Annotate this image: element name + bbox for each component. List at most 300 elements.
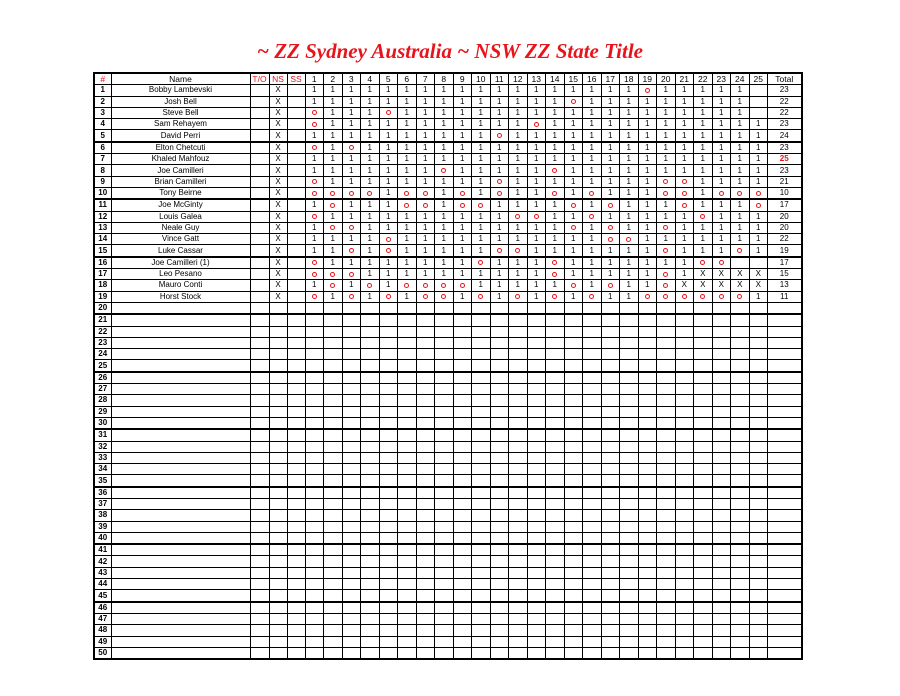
score-cell — [379, 349, 398, 360]
score-cell — [694, 590, 713, 602]
score-cell: 1 — [490, 96, 509, 107]
score-cell — [490, 567, 509, 578]
score-cell: 1 — [361, 107, 380, 118]
score-cell — [416, 647, 435, 659]
score-cell: 1 — [712, 211, 731, 222]
score-cell — [509, 349, 528, 360]
score-cell: 1 — [324, 154, 343, 165]
row-number: 30 — [94, 417, 111, 429]
score-cell — [694, 326, 713, 337]
score-cell: 1 — [564, 176, 583, 187]
score-cell — [712, 441, 731, 452]
score-cell: 1 — [416, 142, 435, 154]
miss-circle-icon — [534, 214, 539, 219]
score-cell — [657, 498, 676, 509]
total-cell — [768, 636, 802, 647]
score-cell — [305, 187, 324, 199]
score-cell: 1 — [601, 130, 620, 142]
score-cell — [490, 510, 509, 521]
score-cell: 1 — [361, 269, 380, 280]
score-cell: 1 — [398, 211, 417, 222]
score-cell — [472, 625, 491, 636]
to-cell — [250, 487, 269, 499]
ns-cell: X — [269, 176, 287, 187]
score-cell — [509, 372, 528, 384]
score-cell — [527, 487, 546, 499]
score-cell: 1 — [675, 119, 694, 130]
score-cell: 1 — [675, 85, 694, 96]
score-cell — [453, 199, 472, 211]
score-cell — [657, 532, 676, 544]
score-cell — [398, 395, 417, 406]
player-name: Louis Galea — [111, 211, 250, 222]
to-cell — [250, 337, 269, 348]
miss-circle-icon — [330, 225, 335, 230]
row-number: 47 — [94, 613, 111, 624]
score-cell — [620, 613, 639, 624]
score-cell — [527, 544, 546, 556]
score-cell — [675, 647, 694, 659]
score-cell — [324, 487, 343, 499]
score-cell — [657, 360, 676, 372]
miss-circle-icon — [682, 294, 687, 299]
score-cell — [712, 602, 731, 614]
score-cell — [601, 590, 620, 602]
score-cell — [657, 245, 676, 257]
score-cell: 1 — [490, 222, 509, 233]
score-cell: 1 — [416, 96, 435, 107]
player-name — [111, 544, 250, 556]
score-cell — [620, 302, 639, 314]
score-cell — [490, 579, 509, 590]
score-cell: 1 — [712, 199, 731, 211]
score-cell — [509, 556, 528, 567]
score-cell — [379, 302, 398, 314]
score-cell — [324, 326, 343, 337]
score-cell — [657, 590, 676, 602]
score-cell — [694, 314, 713, 326]
score-cell — [342, 395, 361, 406]
ss-cell — [287, 119, 305, 130]
score-cell — [324, 625, 343, 636]
header-round-7: 7 — [416, 73, 435, 85]
score-cell — [583, 602, 602, 614]
score-table — [93, 72, 803, 660]
score-cell: 1 — [398, 269, 417, 280]
score-cell — [601, 532, 620, 544]
player-name — [111, 567, 250, 578]
score-cell — [749, 625, 768, 636]
score-cell — [546, 441, 565, 452]
score-cell: 1 — [546, 234, 565, 245]
score-cell — [675, 187, 694, 199]
score-cell: 1 — [472, 222, 491, 233]
score-cell — [675, 567, 694, 578]
total-cell: 24 — [768, 130, 802, 142]
score-cell — [749, 464, 768, 475]
miss-circle-icon — [386, 248, 391, 253]
score-cell — [657, 452, 676, 463]
score-cell — [435, 556, 454, 567]
score-cell — [398, 429, 417, 441]
row-number: 38 — [94, 510, 111, 521]
score-cell: 1 — [379, 187, 398, 199]
score-cell — [324, 567, 343, 578]
score-cell — [657, 384, 676, 395]
score-cell: 1 — [453, 165, 472, 176]
score-cell — [527, 647, 546, 659]
score-cell — [472, 579, 491, 590]
score-cell — [675, 349, 694, 360]
score-cell: 1 — [453, 85, 472, 96]
score-cell: 1 — [453, 211, 472, 222]
score-cell — [416, 532, 435, 544]
row-number: 34 — [94, 464, 111, 475]
score-cell — [694, 257, 713, 269]
score-cell — [435, 441, 454, 452]
ns-cell — [269, 636, 287, 647]
score-cell — [620, 556, 639, 567]
score-cell — [583, 372, 602, 384]
score-cell — [601, 372, 620, 384]
score-cell — [398, 625, 417, 636]
score-cell: 1 — [583, 280, 602, 291]
score-cell — [490, 590, 509, 602]
score-cell: 1 — [583, 142, 602, 154]
score-cell — [638, 349, 657, 360]
score-cell — [731, 487, 750, 499]
score-cell: 1 — [509, 119, 528, 130]
score-cell — [694, 291, 713, 302]
score-cell — [620, 590, 639, 602]
ss-cell — [287, 510, 305, 521]
score-cell — [675, 429, 694, 441]
miss-circle-icon — [626, 237, 631, 242]
miss-circle-icon — [312, 260, 317, 265]
score-cell — [620, 337, 639, 348]
score-cell — [342, 269, 361, 280]
row-number: 36 — [94, 487, 111, 499]
score-cell — [638, 556, 657, 567]
score-cell: 1 — [305, 234, 324, 245]
score-cell: 1 — [675, 165, 694, 176]
ns-cell: X — [269, 165, 287, 176]
score-cell — [453, 613, 472, 624]
row-number: 17 — [94, 269, 111, 280]
score-cell — [361, 556, 380, 567]
score-cell — [564, 280, 583, 291]
score-cell — [583, 337, 602, 348]
score-cell — [416, 349, 435, 360]
ns-cell: X — [269, 245, 287, 257]
score-cell — [379, 107, 398, 118]
score-cell — [749, 544, 768, 556]
score-cell — [620, 521, 639, 532]
to-cell — [250, 498, 269, 509]
score-cell: 1 — [731, 154, 750, 165]
score-cell — [509, 406, 528, 417]
miss-circle-icon — [330, 203, 335, 208]
score-cell — [453, 452, 472, 463]
table-row — [94, 360, 802, 372]
score-cell — [675, 464, 694, 475]
miss-circle-icon — [497, 133, 502, 138]
miss-circle-icon — [478, 294, 483, 299]
score-cell: 1 — [453, 96, 472, 107]
score-cell — [490, 636, 509, 647]
score-cell — [527, 475, 546, 487]
score-cell — [564, 349, 583, 360]
score-cell — [638, 417, 657, 429]
score-cell — [361, 567, 380, 578]
score-cell — [342, 613, 361, 624]
score-cell — [305, 602, 324, 614]
score-cell: 1 — [324, 119, 343, 130]
score-cell: 1 — [527, 154, 546, 165]
header-round-8: 8 — [435, 73, 454, 85]
score-cell — [749, 302, 768, 314]
score-cell — [305, 395, 324, 406]
player-name — [111, 372, 250, 384]
score-cell: 1 — [620, 142, 639, 154]
score-cell: 1 — [342, 165, 361, 176]
score-cell: 1 — [694, 165, 713, 176]
score-cell: 1 — [546, 222, 565, 233]
score-cell — [490, 429, 509, 441]
miss-circle-icon — [349, 248, 354, 253]
score-cell: 1 — [342, 85, 361, 96]
score-cell — [416, 406, 435, 417]
table-row — [94, 280, 802, 291]
row-number: 22 — [94, 326, 111, 337]
score-cell — [342, 452, 361, 463]
score-cell — [694, 498, 713, 509]
score-cell — [361, 360, 380, 372]
score-cell: 1 — [398, 291, 417, 302]
score-cell — [509, 326, 528, 337]
score-cell — [694, 487, 713, 499]
row-number: 23 — [94, 337, 111, 348]
score-cell — [638, 590, 657, 602]
score-cell — [712, 636, 731, 647]
score-cell — [416, 337, 435, 348]
score-cell — [620, 636, 639, 647]
score-cell — [731, 625, 750, 636]
score-cell — [305, 475, 324, 487]
ss-cell — [287, 521, 305, 532]
score-cell: 1 — [342, 119, 361, 130]
ss-cell — [287, 544, 305, 556]
score-cell: 1 — [620, 107, 639, 118]
score-cell: 1 — [416, 211, 435, 222]
score-cell — [305, 269, 324, 280]
score-cell — [657, 602, 676, 614]
score-cell — [472, 384, 491, 395]
score-cell — [379, 384, 398, 395]
score-cell — [749, 187, 768, 199]
score-cell — [453, 487, 472, 499]
score-cell: 1 — [435, 245, 454, 257]
score-cell: 1 — [546, 154, 565, 165]
ns-cell — [269, 395, 287, 406]
score-cell — [398, 280, 417, 291]
score-cell — [361, 590, 380, 602]
score-cell: 1 — [546, 176, 565, 187]
ss-cell — [287, 613, 305, 624]
score-cell — [509, 498, 528, 509]
score-cell — [564, 337, 583, 348]
score-cell — [398, 417, 417, 429]
ns-cell — [269, 498, 287, 509]
miss-circle-icon — [737, 248, 742, 253]
row-number: 25 — [94, 360, 111, 372]
score-cell: 1 — [398, 234, 417, 245]
score-cell — [583, 417, 602, 429]
score-cell: 1 — [527, 257, 546, 269]
score-cell — [694, 532, 713, 544]
score-cell — [453, 395, 472, 406]
score-cell — [657, 544, 676, 556]
score-cell — [398, 647, 417, 659]
total-cell: 17 — [768, 257, 802, 269]
score-cell — [564, 567, 583, 578]
score-cell: 1 — [749, 130, 768, 142]
score-cell — [453, 384, 472, 395]
total-cell — [768, 521, 802, 532]
score-cell — [731, 579, 750, 590]
score-cell — [361, 395, 380, 406]
ss-cell — [287, 579, 305, 590]
ns-cell: X — [269, 291, 287, 302]
table-body — [94, 85, 802, 659]
score-cell: X — [712, 280, 731, 291]
score-cell — [564, 326, 583, 337]
score-cell — [509, 613, 528, 624]
player-name: Khaled Mahfouz — [111, 154, 250, 165]
score-cell: X — [712, 269, 731, 280]
score-cell — [416, 360, 435, 372]
score-cell — [731, 647, 750, 659]
score-cell — [583, 636, 602, 647]
score-cell — [601, 636, 620, 647]
score-cell: 1 — [731, 211, 750, 222]
score-cell — [546, 567, 565, 578]
score-cell — [509, 521, 528, 532]
score-cell — [435, 590, 454, 602]
score-cell — [509, 429, 528, 441]
miss-circle-icon — [571, 203, 576, 208]
score-cell: 1 — [527, 291, 546, 302]
score-cell — [324, 556, 343, 567]
score-cell — [324, 579, 343, 590]
score-cell — [712, 417, 731, 429]
score-cell: 1 — [305, 280, 324, 291]
miss-circle-icon — [756, 203, 761, 208]
score-cell: 1 — [601, 257, 620, 269]
score-cell: 1 — [564, 257, 583, 269]
total-cell — [768, 314, 802, 326]
score-cell — [324, 302, 343, 314]
score-cell: 1 — [379, 211, 398, 222]
to-cell — [250, 429, 269, 441]
score-cell: 1 — [546, 96, 565, 107]
player-name: Steve Bell — [111, 107, 250, 118]
score-cell: 1 — [712, 234, 731, 245]
score-cell — [749, 579, 768, 590]
score-cell: 1 — [416, 119, 435, 130]
score-cell — [712, 452, 731, 463]
score-cell — [583, 625, 602, 636]
score-cell: 1 — [601, 119, 620, 130]
to-cell — [250, 532, 269, 544]
player-name — [111, 625, 250, 636]
score-cell — [546, 647, 565, 659]
ns-cell: X — [269, 119, 287, 130]
score-cell — [361, 510, 380, 521]
score-cell: 1 — [453, 234, 472, 245]
score-cell — [361, 337, 380, 348]
score-cell — [657, 579, 676, 590]
score-cell: 1 — [657, 199, 676, 211]
score-cell: 1 — [416, 234, 435, 245]
score-cell: 1 — [324, 291, 343, 302]
score-cell — [601, 441, 620, 452]
score-cell — [379, 475, 398, 487]
score-cell: 1 — [583, 222, 602, 233]
score-cell: 1 — [712, 85, 731, 96]
miss-circle-icon — [682, 179, 687, 184]
miss-circle-icon — [497, 191, 502, 196]
score-cell — [398, 384, 417, 395]
score-cell — [694, 636, 713, 647]
row-number: 16 — [94, 257, 111, 269]
score-cell — [379, 314, 398, 326]
ns-cell — [269, 613, 287, 624]
score-cell: 1 — [435, 119, 454, 130]
score-cell — [712, 510, 731, 521]
score-cell — [638, 314, 657, 326]
score-cell — [509, 602, 528, 614]
score-cell: 1 — [398, 85, 417, 96]
score-cell: 1 — [731, 85, 750, 96]
score-cell — [694, 475, 713, 487]
table-row — [94, 395, 802, 406]
table-row — [94, 222, 802, 233]
score-cell — [305, 302, 324, 314]
miss-circle-icon — [589, 191, 594, 196]
row-number: 33 — [94, 452, 111, 463]
score-cell — [305, 291, 324, 302]
row-number: 1 — [94, 85, 111, 96]
miss-circle-icon — [460, 283, 465, 288]
player-name — [111, 602, 250, 614]
score-cell: 1 — [398, 222, 417, 233]
row-number: 39 — [94, 521, 111, 532]
score-cell — [342, 636, 361, 647]
miss-circle-icon — [719, 260, 724, 265]
score-cell — [731, 567, 750, 578]
score-cell — [324, 395, 343, 406]
score-cell — [416, 187, 435, 199]
score-cell — [342, 406, 361, 417]
score-cell — [527, 590, 546, 602]
score-cell — [379, 326, 398, 337]
score-cell: 1 — [472, 85, 491, 96]
score-cell — [527, 498, 546, 509]
score-cell — [342, 349, 361, 360]
score-cell — [527, 395, 546, 406]
score-cell: X — [749, 269, 768, 280]
